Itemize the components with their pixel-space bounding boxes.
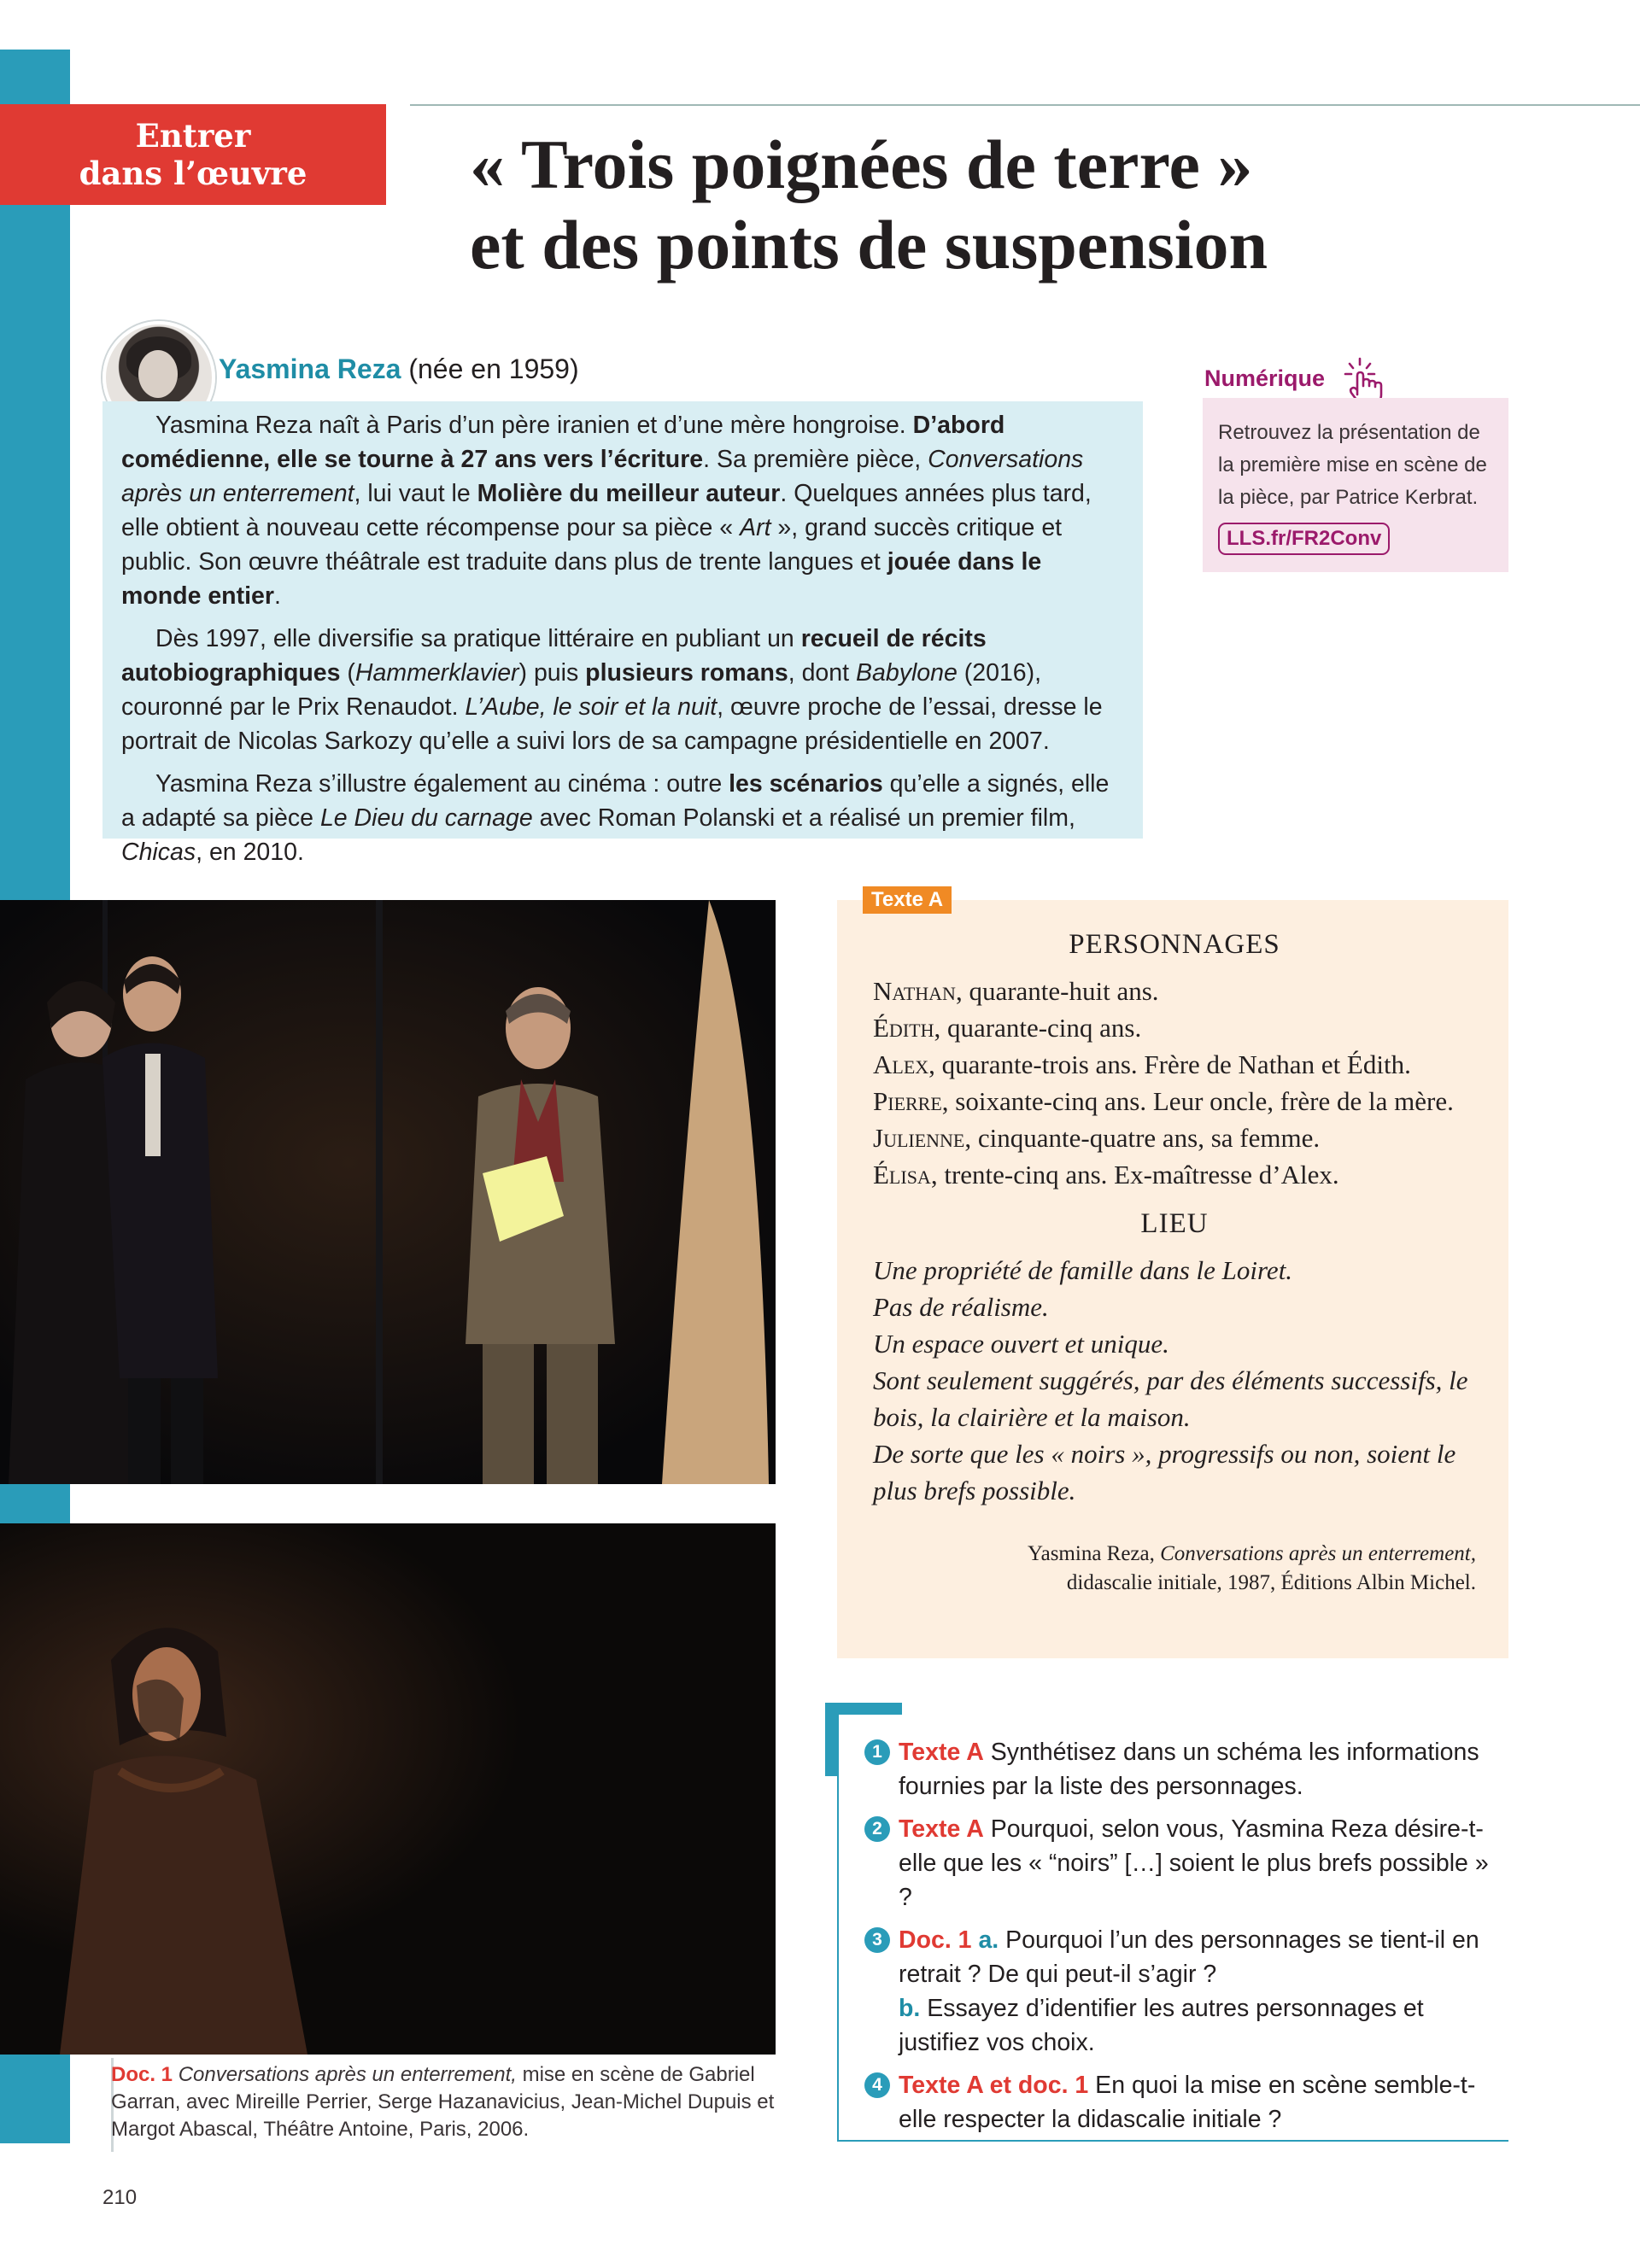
bio-run: , lui vaut le <box>354 480 477 507</box>
photo-caption <box>111 2061 777 2143</box>
bio-run: . Sa première pièce, <box>703 446 928 473</box>
stage-photo-2 <box>0 1523 776 2055</box>
stage-photo-1 <box>0 900 776 1484</box>
character-name: Nathan <box>873 976 956 1006</box>
bio-run: (2016), couronné par le Prix Renaudot. <box>121 659 1042 721</box>
bio-run: Art <box>740 514 771 541</box>
bio-run: Chicas <box>121 839 196 866</box>
bio-run: Le Dieu du carnage <box>319 804 533 832</box>
question-item <box>864 1735 1496 1803</box>
bio-run: , dont <box>788 659 856 687</box>
question-text: En quoi la mise en scène semble-t-elle respecter la didascalie initiale ? <box>899 2072 1476 2133</box>
bio-run: les scénarios <box>729 770 883 798</box>
bio-run: Molière du meilleur auteur <box>477 480 781 507</box>
character-line <box>873 1009 1476 1046</box>
left-band-bottom <box>0 2055 70 2143</box>
source-author: Yasmina Reza, <box>1028 1542 1161 1565</box>
character-line <box>873 1083 1476 1119</box>
questions-list <box>864 1735 1496 2145</box>
character-list <box>873 973 1476 1193</box>
character-name: Élisa <box>873 1160 931 1190</box>
bio-paragraph-2 <box>121 622 1126 758</box>
page-title-line1: « Trois poignées de terre » <box>470 126 1253 203</box>
source-title: Conversations après un enterrement, <box>1160 1542 1476 1565</box>
lieu-line: De sorte que les « noirs », progressifs ou non, soient le plus brefs possible. <box>873 1439 1456 1505</box>
page-title <box>470 125 1614 285</box>
numerique-box <box>1203 398 1508 572</box>
author-bio <box>102 401 1143 866</box>
character-desc: , trente-cinq ans. Ex-maîtresse d’Alex. <box>930 1160 1339 1190</box>
caption-title: Conversations après un enterrement, <box>178 2063 517 2086</box>
bio-run: Conversations après un enterrement <box>121 446 1084 507</box>
bio-run: Babylone <box>855 659 958 687</box>
question-text: Texte A et doc. 1 <box>899 2072 1089 2099</box>
question-text: b. <box>899 1995 921 2022</box>
bio-run: , œuvre proche de l’essai, dresse le portrait de Nicolas Sarkozy qu’elle a suivi lors de sa campagne présidentielle en 2007. <box>121 693 1103 755</box>
bio-run: Hammerklavier <box>354 659 519 687</box>
bio-run: », grand succès critique et public. Son œuvre théâtrale est traduite dans plus de trente langues et <box>121 514 1063 576</box>
question-text: Pourquoi, selon vous, Yasmina Reza désire-t-elle que les « “noirs” […] soient le plus brefs possible » ? <box>899 1815 1489 1911</box>
left-band-middle <box>0 1484 70 1523</box>
question-text: Pourquoi l’un des personnages se tient-il en retrait ? De qui peut-il s’agir ? <box>899 1926 1479 1988</box>
texte-a-tag: Texte A <box>863 886 952 914</box>
texte-a-heading-personnages: PERSONNAGES <box>1069 929 1280 960</box>
bio-run: plusieurs romans <box>585 659 788 687</box>
source-rest: didascalie initiale, 1987, Éditions Albin Michel. <box>1066 1571 1476 1594</box>
lieu-line: Une propriété de famille dans le Loiret. <box>873 1255 1293 1285</box>
question-text: Doc. 1 <box>899 1926 972 1954</box>
bio-paragraph-1 <box>121 408 1126 613</box>
question-text: Texte A <box>899 1739 984 1766</box>
question-number: 2 <box>864 1816 890 1842</box>
lieu-list <box>873 1252 1476 1509</box>
bio-run: Yasmina Reza naît à Paris d’un père iranien et d’une mère hongroise. <box>155 412 913 439</box>
question-item <box>864 2068 1496 2136</box>
caption-doc-label: Doc. 1 <box>111 2063 173 2086</box>
section-label-line1: Entrer <box>135 117 251 155</box>
bio-run: . <box>273 582 281 610</box>
texte-a-source <box>873 1540 1476 1598</box>
author-name: Yasmina Reza <box>219 354 401 384</box>
header-rule <box>410 104 1640 106</box>
page-number: 210 <box>102 2186 138 2209</box>
lieu-line: Un espace ouvert et unique. <box>873 1329 1169 1359</box>
numerique-label: Numérique <box>1204 365 1326 391</box>
bio-run: L’Aube, le soir et la nuit <box>465 693 718 721</box>
question-number: 4 <box>864 2072 890 2098</box>
texte-a-heading-lieu: LIEU <box>1140 1208 1209 1239</box>
character-desc: , cinquante-quatre ans, sa femme. <box>964 1123 1321 1153</box>
character-desc: , quarante-cinq ans. <box>934 1013 1142 1043</box>
character-line <box>873 973 1476 1009</box>
question-item <box>864 1812 1496 1914</box>
caption-text: mise en scène de Gabriel Garran, avec Mireille Perrier, Serge Hazanavicius, Jean-Michel Dupuis et Margot Abascal, Théâtre Antoine, Paris, 2006. <box>111 2063 775 2141</box>
page-title-line2: et des points de suspension <box>470 206 1268 284</box>
question-text: Synthétisez dans un schéma les informations fournies par la liste des personnages. <box>899 1739 1479 1800</box>
character-desc: , soixante-cinq ans. Leur oncle, frère de la mère. <box>941 1086 1454 1116</box>
section-label <box>0 104 386 205</box>
section-label-line2: dans l’œuvre <box>79 155 308 192</box>
bio-run: Dès 1997, elle diversifie sa pratique littéraire en publiant un <box>155 625 801 652</box>
bio-run: , en 2010. <box>196 839 304 866</box>
numerique-text: Retrouvez la présentation de la première mise en scène de la pièce, par Patrice Kerbrat. <box>1218 421 1487 509</box>
bio-run: ) puis <box>518 659 586 687</box>
bio-run: D’abord comédienne, elle se tourne à 27 ans vers l’écriture <box>121 412 1005 473</box>
question-text: Essayez d’identifier les autres personnages et justifiez vos choix. <box>899 1995 1424 2056</box>
character-name: Édith <box>873 1013 934 1043</box>
bio-run: Yasmina Reza s’illustre également au cinéma : outre <box>155 770 729 798</box>
lieu-line: Sont seulement suggérés, par des éléments successifs, le bois, la clairière et la maison. <box>873 1365 1468 1432</box>
bio-run: avec Roman Polanski et a réalisé un premier film, <box>532 804 1075 832</box>
character-desc: , quarante-huit ans. <box>955 976 1159 1006</box>
lieu-line: Pas de réalisme. <box>873 1292 1049 1322</box>
numerique-link[interactable]: LLS.fr/FR2Conv <box>1218 523 1390 555</box>
bio-run: jouée dans le monde entier <box>121 548 1042 610</box>
character-desc: , quarante-trois ans. Frère de Nathan et Édith. <box>928 1049 1411 1079</box>
question-item <box>864 1923 1496 2060</box>
character-line <box>873 1046 1476 1083</box>
character-name: Julienne <box>873 1123 965 1153</box>
bio-run: ( <box>340 659 355 687</box>
question-number: 3 <box>864 1927 890 1953</box>
texte-a-box <box>837 900 1508 1658</box>
question-text: a. <box>978 1926 999 1954</box>
question-text: Texte A <box>899 1815 984 1843</box>
character-line <box>873 1156 1476 1193</box>
character-name: Pierre <box>873 1086 942 1116</box>
question-number: 1 <box>864 1739 890 1765</box>
character-name: Alex <box>873 1049 929 1079</box>
bio-run: . Quelques années plus tard, elle obtient à nouveau cette récompense pour sa pièce « <box>121 480 1092 541</box>
bio-run: qu’elle a signés, elle a adapté sa pièce <box>121 770 1110 832</box>
bio-paragraph-3 <box>121 767 1126 869</box>
character-line <box>873 1119 1476 1156</box>
author-dates: (née en 1959) <box>401 354 579 384</box>
questions-corner-v <box>825 1703 837 1776</box>
author-heading <box>219 354 579 385</box>
bio-run: recueil de récits autobiographiques <box>121 625 987 687</box>
